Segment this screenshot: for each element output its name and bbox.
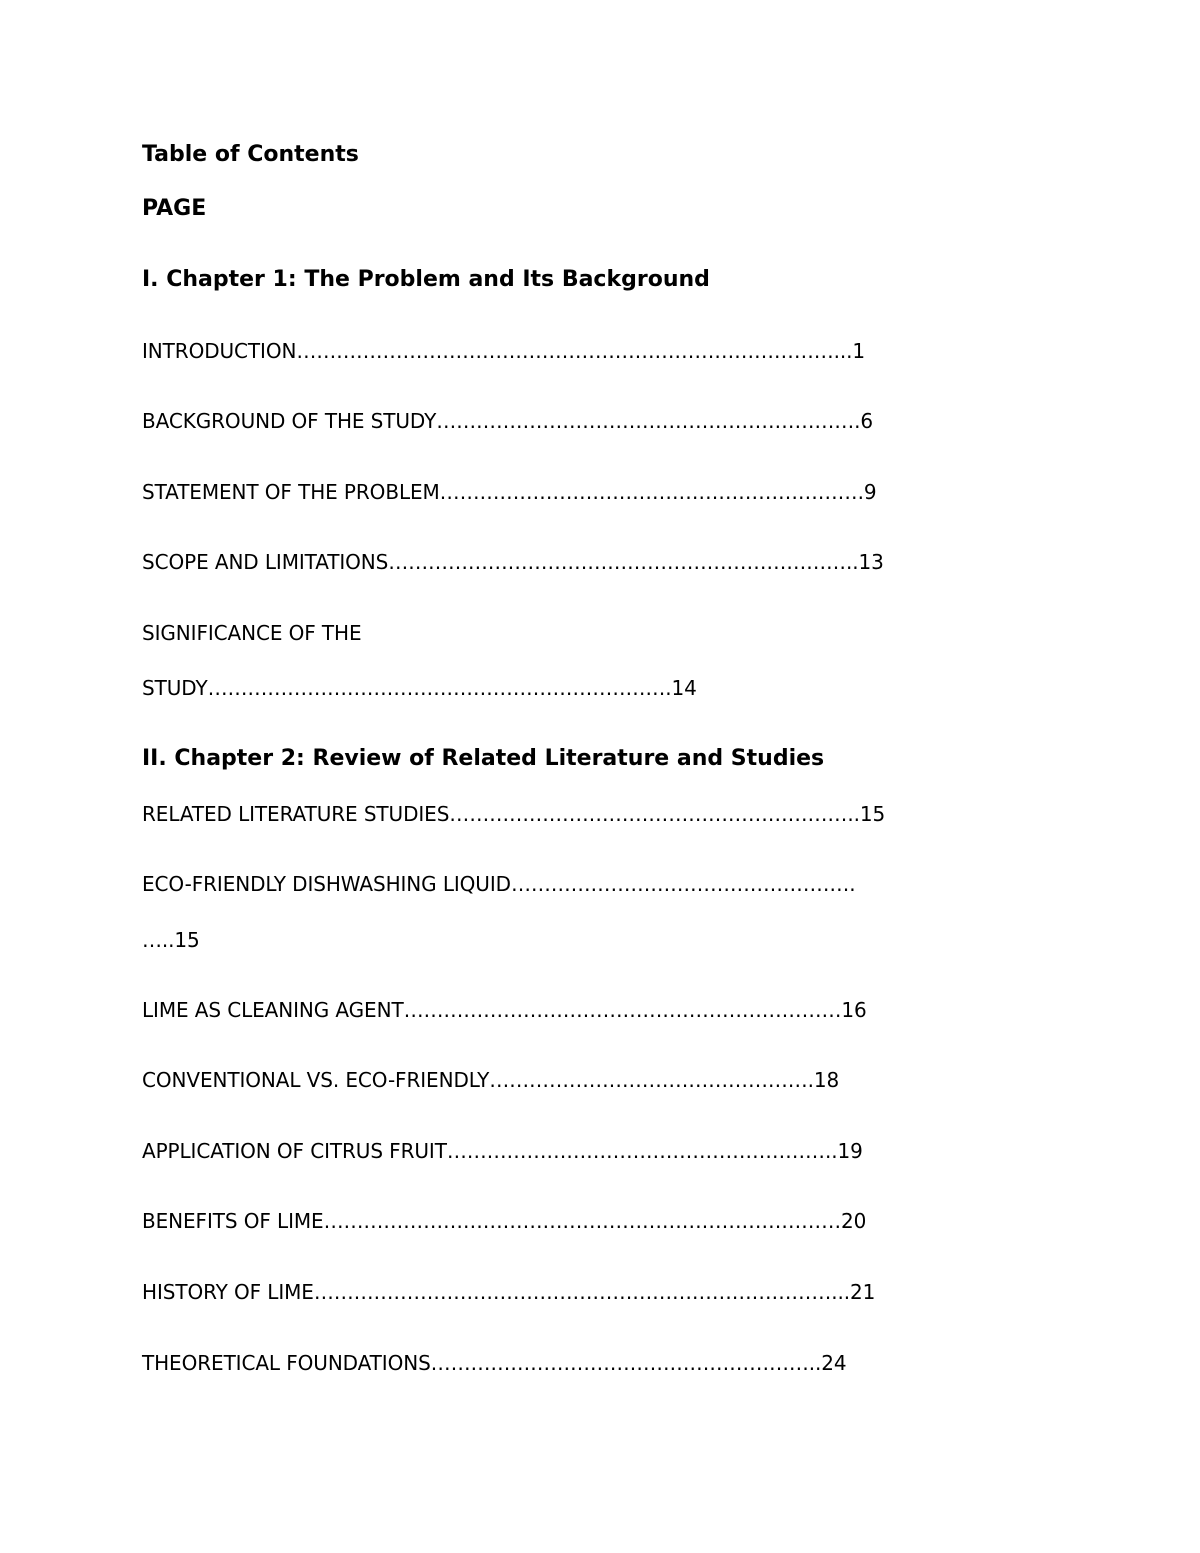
toc-entry: CONVENTIONAL VS. ECO-FRIENDLY………………………………………….18 (142, 1068, 840, 1092)
toc-entry: LIME AS CLEANING AGENT…………………………………………………………16 (142, 998, 867, 1022)
page-column-label: PAGE (142, 196, 207, 221)
toc-entry: RELATED LITERATURE STUDIES……………………………………………………..15 (142, 802, 886, 826)
toc-entry: HISTORY OF LIME……………………………………………………………………...21 (142, 1280, 876, 1304)
toc-entry: APPLICATION OF CITRUS FRUIT…………………………………………………..19 (142, 1139, 863, 1163)
toc-entry-line2: …..15 (142, 928, 200, 952)
toc-entry: STATEMENT OF THE PROBLEM……………………………………………………….9 (142, 480, 877, 504)
toc-entry-line1: SIGNIFICANCE OF THE (142, 621, 362, 645)
chapter-heading: II. Chapter 2: Review of Related Literature and Studies (142, 746, 825, 771)
toc-entry: BENEFITS OF LIME……………………………………………………………………20 (142, 1209, 867, 1233)
toc-entry: INTRODUCTION………………………………………………………………………...1 (142, 339, 866, 363)
toc-entry: SCOPE AND LIMITATIONS……………………………………………………………..13 (142, 550, 884, 574)
toc-entry-line1: ECO-FRIENDLY DISHWASHING LIQUID……………………………………………. (142, 872, 856, 896)
chapter-heading: I. Chapter 1: The Problem and Its Background (142, 267, 710, 292)
toc-entry: BACKGROUND OF THE STUDY……………………………………………………….6 (142, 409, 874, 433)
toc-entry-line2: STUDY…………………………………………………………….14 (142, 676, 697, 700)
toc-entry: THEORETICAL FOUNDATIONS…………………………………………………..24 (142, 1351, 847, 1375)
document-title: Table of Contents (142, 142, 359, 167)
